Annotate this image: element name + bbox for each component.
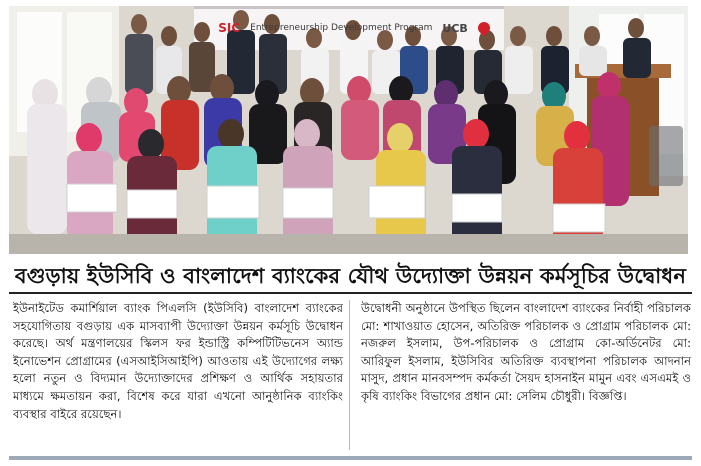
photo-banner <box>209 15 499 41</box>
bank-logo-icon <box>475 20 492 37</box>
column-divider <box>349 300 350 450</box>
article-headline: বগুড়ায় ইউসিবি ও বাংলাদেশ ব্যাংকের যৌথ উদ্যোক্তা উন্নয়ন কর্মসূচির উদ্বোধন <box>14 264 687 288</box>
group-photo <box>9 6 688 254</box>
article-column-right: উদ্বোধনী অনুষ্ঠানে উপস্থিত ছিলেন বাংলাদেশ ব্যাংকের নির্বাহী পরিচালক মো: শাখাওয়াত হোসেন, অতিরিক্ত পরিচালক ও প্রোগ্রাম পরিচালক মো: নজরুল ইসলাম, উপ-পরিচালক ও প্রোগ্রাম কো-অর্ডিনেটর মো: আরিফুল ইসলাম, ইউসিবির অতিরিক্ত ব্যবস্থাপনা পরিচালক আদনান মাসুদ, প্রধান মানবসম্পদ কর্মকর্তা সৈয়দ হাসনাইন মামুন এবং এসএমই ও কৃষি ব্যাংকিং বিভাগের প্রধান মো: সেলিম চৌধুরী। বিজ্ঞপ্তি। <box>361 301 691 403</box>
article-column-left: ইউনাইটেড কমার্শিয়াল ব্যাংক পিএলসি (ইউসিবি) বাংলাদেশ ব্যাংকের সহযোগিতায় বগুড়ায় এক মাসব্যাপী উদ্যোক্তা উন্নয়ন কর্মসূচি উদ্বোধন করেছে। অর্থ মন্ত্রণালয়ের স্কিলস ফর ইন্ডাস্ট্রি কম্পিটিটিভনেস অ্যান্ড ইনোভেশন প্রোগ্রামের (এসআইসিআইপি) আওতায় এই উদ্যোগের লক্ষ্য হলো নতুন ও বিদ্যমান উদ্যোক্তাদের প্রশিক্ষণ ও আর্থিক সহায়তার মাধ্যমে ক্ষমতায়ন করা, বিশেষ করে যারা এখনো আনুষ্ঠানিক ব্যাংকিং ব্যবস্থার বাইরে রয়েছেন। <box>13 301 343 421</box>
banner-caption: Entrepreneurship Development Program <box>250 23 433 33</box>
banner-bank-logo: UCB <box>442 21 468 35</box>
banner-sponsor-logo: SIC <box>218 21 241 35</box>
headline-rule <box>9 292 692 294</box>
bottom-border <box>9 456 692 460</box>
